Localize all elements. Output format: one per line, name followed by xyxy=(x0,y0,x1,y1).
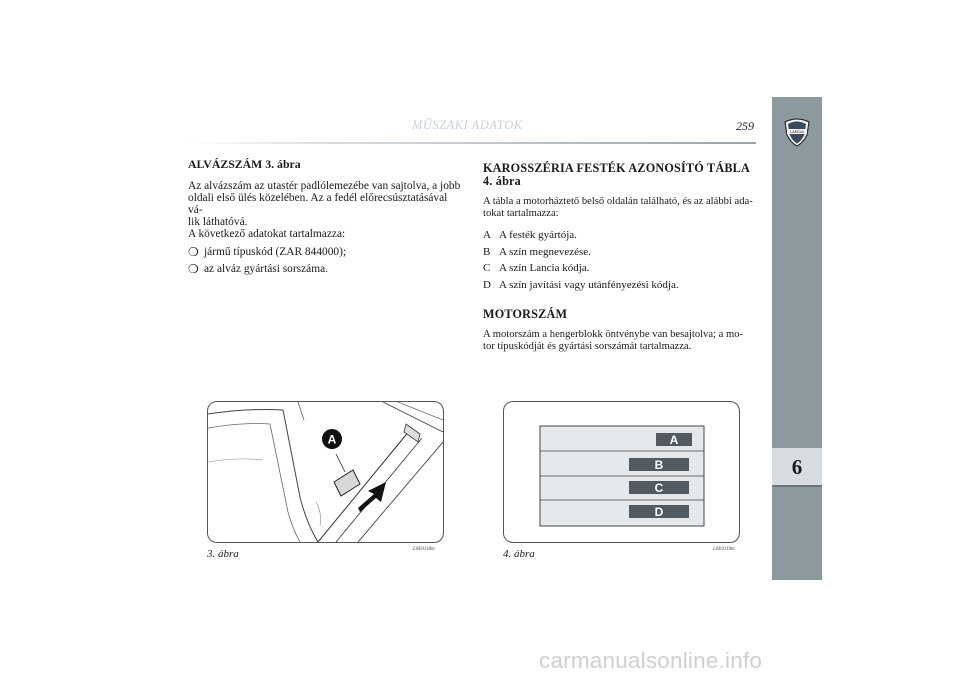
figure-chassis-location xyxy=(207,401,444,543)
text-line: lik láthatóvá. xyxy=(188,216,248,229)
item-text: A szín megnevezése. xyxy=(499,245,591,258)
chassis-number-heading: ALVÁZSZÁM 3. ábra xyxy=(188,157,301,171)
bullet-icon: ❍ xyxy=(188,261,199,276)
figure-code: L0E0119m xyxy=(713,547,735,552)
list-item xyxy=(483,229,758,241)
engine-paragraph xyxy=(483,329,758,352)
item-text: A szín javítási vagy utánfényezési kódja. xyxy=(499,278,679,291)
list-item-text: az alváz gyártási sorszáma. xyxy=(204,262,328,275)
text-line: A motorszám a hengerblokk öntvénybe van besajtolva; a mo- xyxy=(483,329,744,341)
item-text: A szín Lancia kódja. xyxy=(499,262,590,275)
heading-line: KAROSSZÉRIA FESTÉK AZONOSÍTÓ TÁBLA xyxy=(483,161,750,175)
item-key: A xyxy=(483,229,491,242)
list-item-text: jármű típuskód (ZAR 844000); xyxy=(204,245,347,258)
right-column xyxy=(483,162,758,362)
marker-a: A xyxy=(327,432,337,447)
list-item xyxy=(483,262,758,274)
item-key: D xyxy=(483,278,491,291)
engine-number-heading: MOTORSZÁM xyxy=(483,306,568,321)
text-line: oldali első ülés közelében. Az a fedél előrecsúsztatásával vá- xyxy=(188,191,448,216)
figure-caption: 3. ábra xyxy=(207,548,239,560)
chassis-paragraph xyxy=(188,180,463,241)
item-key: C xyxy=(483,262,491,275)
text-line: A következő adatokat tartalmazza: xyxy=(188,228,346,241)
item-text: A festék gyártója. xyxy=(499,229,577,242)
list-item xyxy=(483,279,758,291)
figure-paint-plate xyxy=(503,401,740,543)
plate-label-b: B xyxy=(654,458,664,472)
text-line: Az alvázszám az utastér padlólemezébe van sajtolva, a jobb xyxy=(188,179,461,192)
bullet-icon: ❍ xyxy=(188,244,199,259)
left-column xyxy=(188,158,463,275)
plate-label-c: C xyxy=(654,481,664,495)
chapter-number: 6 xyxy=(772,448,822,486)
chapter-divider xyxy=(772,485,822,487)
list-item xyxy=(188,263,463,275)
text-line: tokat tartalmazza: xyxy=(483,207,559,219)
text-line: A tábla a motorháztető belső oldalán található, és az alábbi ada- xyxy=(483,196,753,207)
figure-caption: 4. ábra xyxy=(503,548,535,560)
heading-line: 4. ábra xyxy=(483,173,521,188)
watermark: carmanualsonline.info xyxy=(539,648,763,673)
chapter-sidebar xyxy=(772,97,822,580)
item-key: B xyxy=(483,245,491,258)
paint-plate-paragraph xyxy=(483,196,758,219)
paint-plate-heading xyxy=(483,162,758,187)
plate-label-d: D xyxy=(654,505,664,519)
figure-code: L0E0118m xyxy=(413,547,435,552)
header-rule xyxy=(186,142,756,144)
list-item xyxy=(483,246,758,258)
engine-number-section xyxy=(483,308,758,353)
text-line: tor típuskódját és gyártási sorszámát tartalmazza. xyxy=(483,340,692,352)
section-title: MŰSZAKI ADATOK xyxy=(412,118,523,132)
list-item xyxy=(188,246,463,258)
lancia-shield-icon xyxy=(782,117,812,147)
plate-label-a: A xyxy=(669,433,679,447)
page-number: 259 xyxy=(736,119,754,133)
svg-text:LANCIA: LANCIA xyxy=(790,130,804,135)
